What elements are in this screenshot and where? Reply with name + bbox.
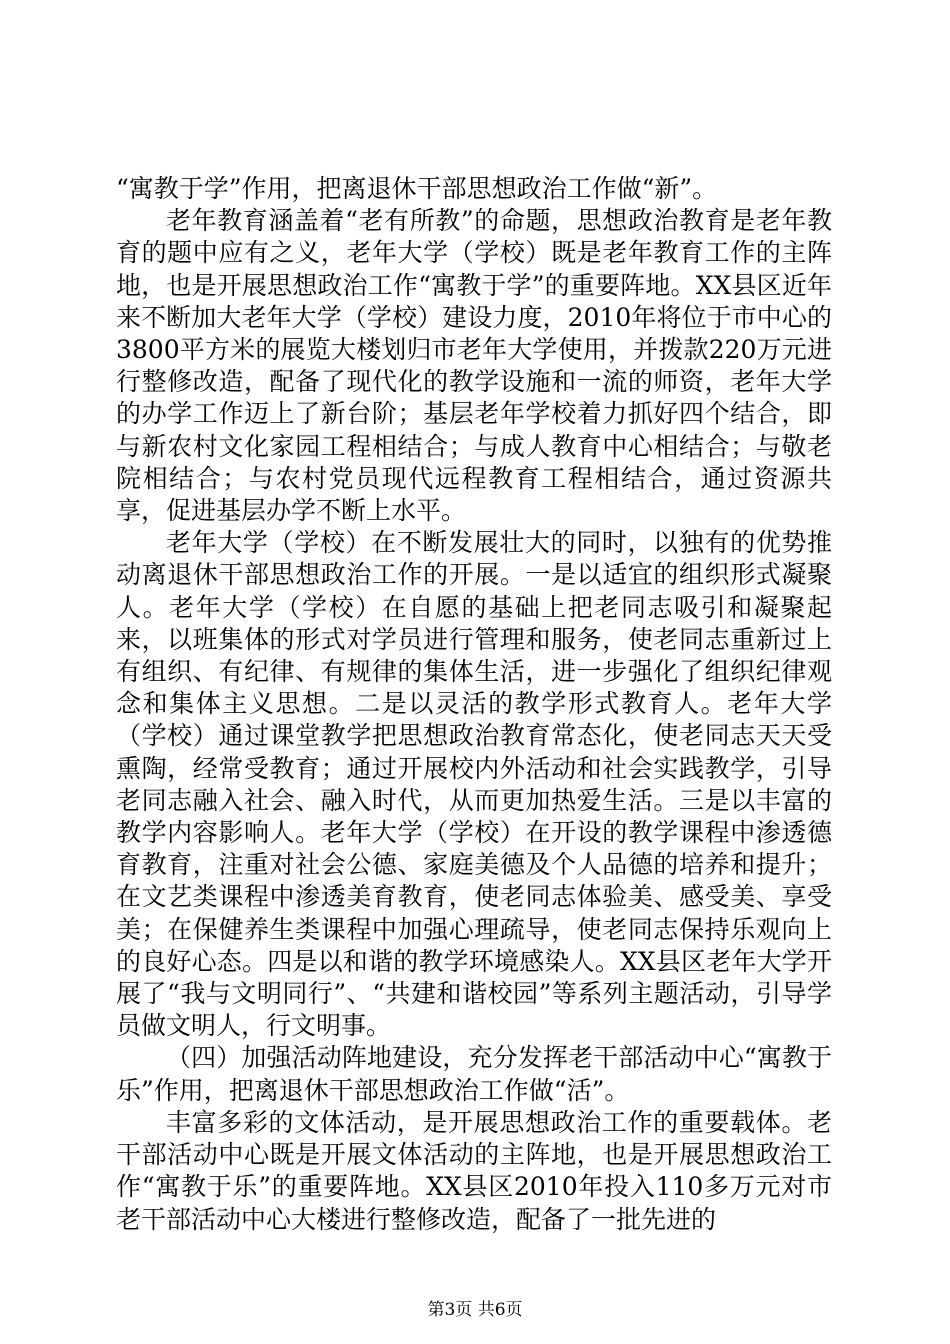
page-number-footer: 第3页 共6页: [427, 1300, 523, 1320]
paragraph-activity-center: 丰富多彩的文体活动，是开展思想政治工作的重要载体。老干部活动中心既是开展文体活动的主阵地，也是开展思想政治工作“寓教于乐”的重要阵地。XX县区2010年投入110多万元对市老干部活动中心大楼进行整修改造，配备了一批先进的: [116, 1107, 832, 1234]
section-heading-four: （四）加强活动阵地建设，充分发挥老干部活动中心“寓教于乐”作用，把离退休干部思想政治工作做“活”。: [116, 1043, 832, 1105]
document-body: [116, 173, 832, 1236]
paragraph-university-role: 老年大学（学校）在不断发展壮大的同时，以独有的优势推动离退休干部思想政治工作的开展。一是以适宜的组织形式凝聚人。老年大学（学校）在自愿的基础上把老同志吸引和凝聚起来，以班集体的形式对学员进行管理和服务，使老同志重新过上有组织、有纪律、有规律的集体生活，进一步强化了组织纪律观念和集体主义思想。二是以灵活的教学形式教育人。老年大学（学校）通过课堂教学把思想政治教育常态化，使老同志天天受熏陶，经常受教育；通过开展校内外活动和社会实践教学，引导老同志融入社会、融入时代，从而更加热爱生活。三是以丰富的教学内容影响人。老年大学（学校）在开设的教学课程中渗透德育教育，注重对社会公德、家庭美德及个人品德的培养和提升；在文艺类课程中渗透美育教育，使老同志体验美、感受美、享受美；在保健养生类课程中加强心理疏导，使老同志保持乐观向上的良好心态。四是以和谐的教学环境感染人。XX县区老年大学开展了“我与文明同行”、“共建和谐校园”等系列主题活动，引导学员做文明人，行文明事。: [116, 528, 832, 1041]
paragraph-continuation: “寓教于学”作用，把离退休干部思想政治工作做“新”。: [116, 174, 718, 203]
paragraph-elderly-education: 老年教育涵盖着“老有所教”的命题，思想政治教育是老年教育的题中应有之义，老年大学（学校）既是老年教育工作的主阵地，也是开展思想政治工作“寓教于学”的重要阵地。XX县区近年来不断加大老年大学（学校）建设力度，2010年将位于市中心的3800平方米的展览大楼划归市老年大学使用，并拨款220万元进行整修改造，配备了现代化的教学设施和一流的师资，老年大学的办学工作迈上了新台阶；基层老年学校着力抓好四个结合，即与新农村文化家园工程相结合；与成人教育中心相结合；与敬老院相结合；与农村党员现代远程教育工程相结合，通过资源共享，促进基层办学不断上水平。: [116, 206, 832, 526]
